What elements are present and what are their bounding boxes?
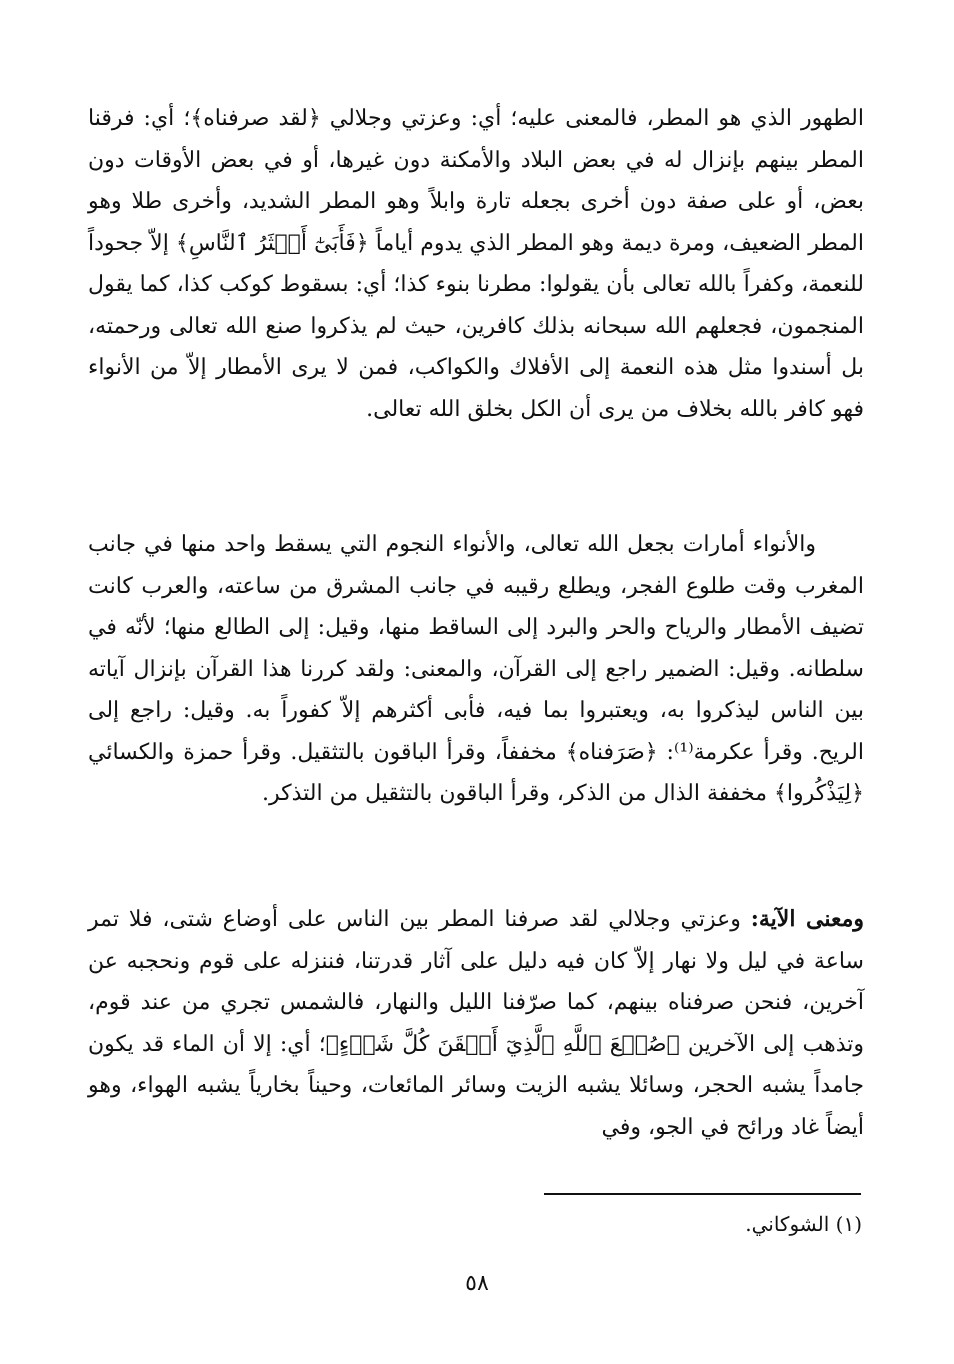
footnote: (١) الشوكاني.: [745, 1212, 862, 1236]
paragraph-1-text: الطهور الذي هو المطر، فالمعنى عليه؛ أي: وعزتي وجلالي ﴿لقد صرفناه﴾؛ أي: فرقنا المطر بينهم بإنزال له في بعض البلاد والأمكنة دون غيرها، أو في بعض الأوقات دون بعض، أو على صفة دون أخرى بجعله تارة وابلاً وهو المطر الشديد، وأخرى طلا وهو المطر الضعيف، ومرة ديمة وهو المطر الذي يدوم أياماً ﴿فَأَبَىٰٓ أَكۡثَرُ ٱلنَّاسِ﴾ إلاّ جحوداً للنعمة، وكفراً بالله تعالى بأن يقولوا: مطرنا بنوء كذا؛ أي: بسقوط كوكب كذا، كما يقول المنجمون، فجعلهم الله سبحانه بذلك كافرين، حيث لم يذكروا صنع الله تعالى ورحمته، بل أسندوا مثل هذه النعمة إلى الأفلاك والكواكب، فمن لا يرى الأمطار إلاّ من الأنواء فهو كافر بالله بخلاف من يرى أن الكل بخلق الله تعالى.: [88, 106, 864, 422]
page-number: ٥٨: [465, 1271, 489, 1296]
paragraph-2: [88, 524, 864, 815]
paragraph-3-text: وعزتي وجلالي لقد صرفنا المطر بين الناس على أوضاع شتى، فلا تمر ساعة في ليل ولا نهار إلاّ كان فيه دليل على آثار قدرتنا، فننزله على قوم ونحجبه عن آخرين، فنحن صرفناه بينهم، كما صرّفنا الليل والنهار، فالشمس تجري من عند قوم، وتذهب إلى الآخرين ﴿صُنۡعَ ٱللَّهِ ٱلَّذِيٓ أَتۡقَنَ كُلَّ شَيۡءٍ﴾؛ أي: إلا أن الماء قد يكون جامداً يشبه الحجر، وسائلا يشبه الزيت وسائر المائعات، وحيناً بخارياً يشبه الهواء، وهو أيضاً غاد ورائح في الجو، وفي: [88, 907, 864, 1140]
footnote-divider: [544, 1193, 861, 1195]
paragraph-2-text: والأنواء أمارات بجعل الله تعالى، والأنواء النجوم التي يسقط واحد منها في جانب المغرب وقت طلوع الفجر، ويطلع رقيبه في جانب المشرق من ساعته، والعرب كانت تضيف الأمطار والرياح والحر والبرد إلى الساقط منها، وقيل: إلى الطالع منها؛ لأنّه في سلطانه. وقيل: الضمير راجع إلى القرآن، والمعنى: ولقد كررنا هذا القرآن بإنزال آياته بين الناس ليذكروا به، ويعتبروا بما فيه، فأبى أكثرهم إلاّ كفوراً به. وقيل: راجع إلى الريح. وقرأ عكرمة⁽¹⁾: ﴿صَرَفناه﴾ مخففاً، وقرأ الباقون بالتثقيل. وقرأ حمزة والكسائي ﴿لِيَذْكُروا﴾ مخففة الذال من الذكر، وقرأ الباقون بالتثقيل من التذكر.: [88, 532, 864, 806]
paragraph-1: [88, 98, 864, 430]
paragraph-3-lead: ومعنى الآية:: [750, 906, 864, 932]
paragraph-3: [88, 899, 864, 1148]
